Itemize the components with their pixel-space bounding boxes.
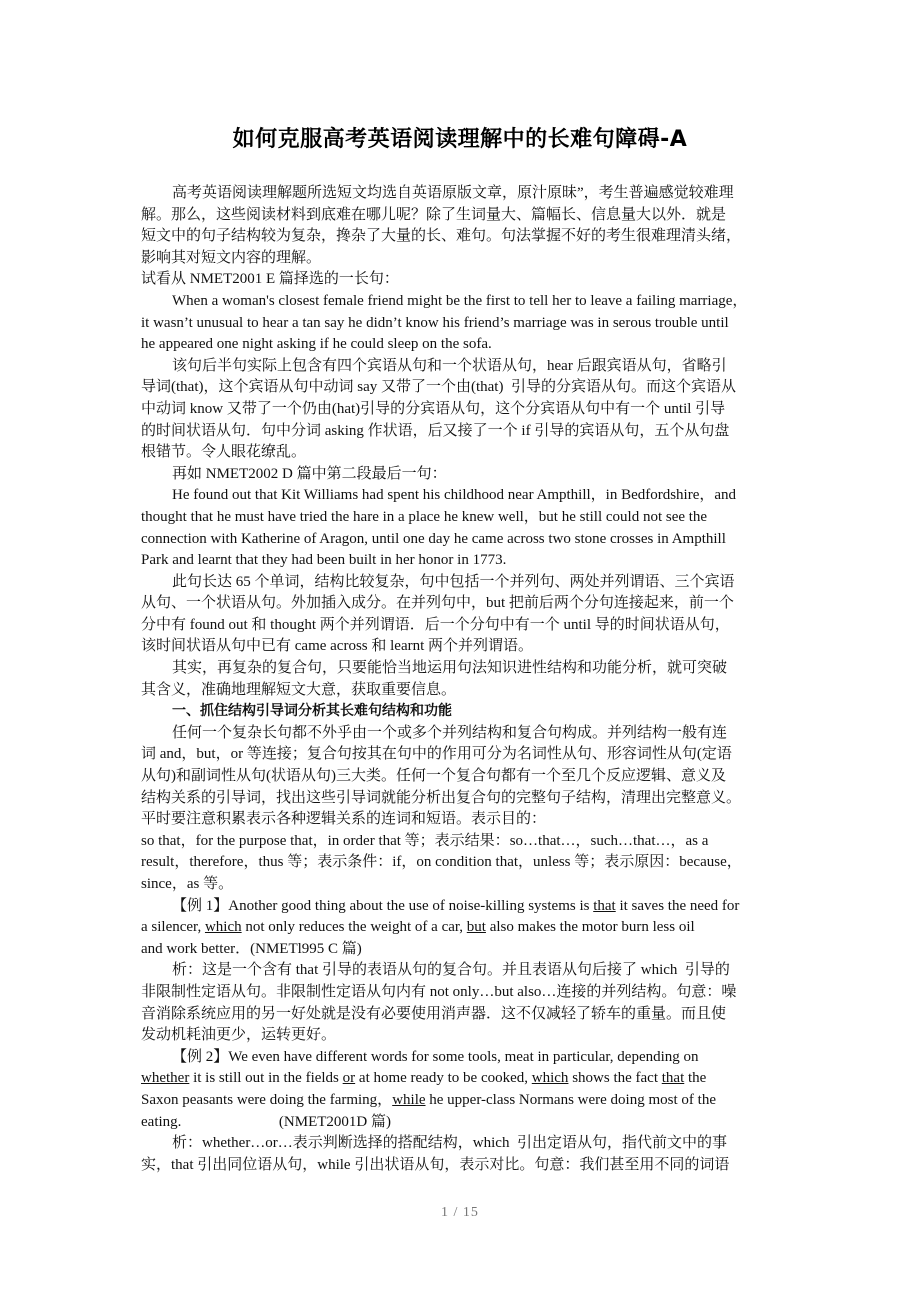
text-line <box>141 1090 786 1112</box>
text-line <box>141 356 786 378</box>
underlined-word: which <box>531 1070 569 1087</box>
text-line <box>141 205 786 227</box>
text-line <box>141 529 786 551</box>
text-segment: it saves the need for <box>615 897 740 914</box>
text-segment: 非限制性定语从句。非限制性定语从句内有 not only…but also…连接的并列结构。句意：噪 <box>141 983 737 1000</box>
text-segment: also makes the motor burn less oil <box>485 919 695 936</box>
text-segment: 实，that 引出同位语从句，while 引出状语从旬，表示对比。句意：我们甚至用不同的词语 <box>141 1156 730 1173</box>
text-line <box>141 831 786 853</box>
text-line <box>141 399 786 421</box>
text-segment: 其实，再复杂的复合句，只要能恰当地运用句法知识进性结构和功能分析，就可突破 <box>172 660 728 677</box>
text-line <box>141 766 786 788</box>
text-segment: 【例 2】We even have different words for some tools, meat in particular, depending on <box>172 1048 699 1065</box>
underlined-word: that <box>593 897 616 914</box>
underlined-word: or <box>342 1070 356 1087</box>
text-segment: 解。那么，这些阅读材料到底难在哪儿呢？除了生词量大、篇幅长、信息量大以外．就是 <box>141 206 727 223</box>
section-heading <box>141 701 786 723</box>
text-line <box>141 485 786 507</box>
document-body <box>141 183 786 1176</box>
text-line <box>141 593 786 615</box>
text-segment: so that，for the purpose that，in order that 等；表示结果：so…that…，such…that…，as a <box>141 832 709 849</box>
text-segment: 析：whether…or…表示判断选择的搭配结构，which 引出定语从句，指代前文中的事 <box>172 1135 727 1152</box>
text-line <box>141 248 786 270</box>
text-segment: Park and learnt that they had been built in her honor in 1773. <box>141 552 507 569</box>
text-segment: 一、抓住结构引导词分析其长难句结构和功能 <box>172 703 452 720</box>
text-segment: thought that he must have tried the hare in a place he knew well，but he still could not see the <box>141 508 708 525</box>
text-segment: he appeared one night asking if he could sleep on the sofa. <box>141 336 492 353</box>
text-segment: the <box>684 1070 707 1087</box>
text-segment: 高考英语阅读理解题所选短文均选自英语原版文章，原汁原昧”，考生普遍感觉较难理 <box>172 185 734 201</box>
text-line <box>141 896 786 918</box>
text-line <box>141 874 786 896</box>
text-line <box>141 982 786 1004</box>
text-segment: 【例 1】Another good thing about the use of noise-killing systems is <box>172 897 594 914</box>
text-segment: it wasn’t unusual to hear a tan say he didn’t know his friend’s marriage was in serous trouble until <box>141 314 729 331</box>
text-segment: since，as 等。 <box>141 876 234 892</box>
text-segment: 导词(that)，这个宾语从句中动词 say 又带了一个由(that) 引导的分宾语从句。而这个宾语从 <box>141 379 736 396</box>
text-segment: 根错节。令人眼花缭乱。 <box>141 444 307 461</box>
text-line <box>141 572 786 594</box>
text-line <box>141 269 786 291</box>
text-line <box>141 960 786 982</box>
text-line <box>141 313 786 335</box>
text-segment: he upper-class Normans were doing most of the <box>425 1091 716 1108</box>
text-segment: not only reduces the weight of a car, <box>241 919 467 936</box>
text-line <box>141 464 786 486</box>
text-segment: 该句后半句实际上包含有四个宾语从句和一个状语从句，hear 后跟宾语从句，省略引 <box>172 357 727 374</box>
underlined-word: which <box>204 919 242 936</box>
text-segment: it is still out in the fields <box>189 1070 343 1087</box>
text-segment: 此句长达 65 个单词，结构比较复杂，句中包括一个并列句、两处并列谓语、三个宾语 <box>172 573 735 590</box>
text-segment: 任何一个复杂长句都不外乎由一个或多个并列结构和复合句构成。并列结构一般有连 <box>172 724 728 741</box>
text-segment: 从句)和副词性从句(状语从句)三大类。任何一个复合句都有一个至几个反应逻辑、意义及 <box>141 768 726 785</box>
text-segment: 其含义，准确地理解短文大意，获取重要信息。 <box>141 681 457 698</box>
text-line <box>141 1112 786 1134</box>
text-line <box>141 1047 786 1069</box>
document-title: 如何克服高考英语阅读理解中的长难句障碍-A <box>232 127 688 152</box>
text-line <box>141 1004 786 1026</box>
text-line <box>141 183 786 205</box>
text-segment: 从句、一个状语从句。外加插入成分。在并列句中，but 把前后两个分句连接起来，前一个 <box>141 595 734 612</box>
text-segment: 中动词 know 又带了一个仍由(hat)引导的分宾语从句，这个分宾语从句中有一个 until 引导 <box>141 400 726 417</box>
text-segment: 该时间状语从句中已有 came across 和 learnt 两个并列谓语。 <box>141 638 534 655</box>
text-line <box>141 226 786 248</box>
text-segment: 析：这是一个含有 that 引导的表语从句的复合句。并且表语从句后接了 which 引导的 <box>172 962 730 979</box>
text-line <box>141 334 786 356</box>
text-segment: shows the fact <box>568 1070 662 1087</box>
text-segment: 试看从 NMET2001 E 篇择选的一长句： <box>141 271 399 288</box>
text-segment: connection with Katherine of Aragon, until one day he came across two stone crosses in Ampthill <box>141 530 726 547</box>
text-line <box>141 744 786 766</box>
text-line <box>141 615 786 637</box>
underlined-word: whether <box>141 1070 190 1087</box>
text-segment: 发动机耗油更少，运转更好。 <box>141 1027 337 1044</box>
text-line <box>141 852 786 874</box>
text-segment: 词 and，but，or 等连接；复合句按其在句中的作用可分为名词性从句、形容词性从句(定语 <box>141 746 732 763</box>
text-line <box>141 377 786 399</box>
text-line <box>141 680 786 702</box>
text-segment: 平时要注意积累表示各种逻辑关系的连词和短语。表示目的： <box>141 811 547 828</box>
text-line <box>141 1155 786 1177</box>
text-segment: 再如 NMET2002 D 篇中第二段最后一句： <box>172 465 447 482</box>
text-line <box>141 291 786 313</box>
text-line <box>141 723 786 745</box>
text-segment: 短文中的句子结构较为复杂，搀杂了大量的长、难句。句法掌握不好的考生很难理清头绪， <box>141 228 742 245</box>
text-segment: at home ready to be cooked, <box>355 1070 532 1087</box>
text-line <box>141 809 786 831</box>
text-segment: 的时间状语从句．句中分词 asking 作状语，后又接了一个 if 引导的宾语从句，五个从句盘 <box>141 422 730 439</box>
text-line <box>141 939 786 961</box>
text-segment: a silencer, <box>141 919 205 936</box>
text-line <box>141 917 786 939</box>
text-line <box>141 550 786 572</box>
text-segment: 影响其对短文内容的理解。 <box>141 249 322 266</box>
text-segment: 音消除系统应用的另一好处就是没有必要使用消声器．这不仅减轻了轿车的重量。而且使 <box>141 1005 727 1022</box>
text-line <box>141 442 786 464</box>
text-segment: eating. (NMET2001D 篇) <box>141 1113 391 1130</box>
text-line <box>141 658 786 680</box>
text-segment: result，therefore，thus 等；表示条件：if，on condition that，unless 等；表示原因：because， <box>141 854 742 871</box>
text-segment: 结构关系的引导词，找出这些引导词就能分析出复合句的完整句子结构，清理出完整意义。 <box>141 789 742 806</box>
text-line <box>141 636 786 658</box>
text-segment: He found out that Kit Williams had spent his childhood near Ampthill，in Bedfordshire，and <box>172 487 737 504</box>
text-line <box>141 507 786 529</box>
text-line <box>141 1025 786 1047</box>
underlined-word: while <box>392 1091 426 1108</box>
text-segment: and work better．(NMETl995 C 篇) <box>141 940 362 957</box>
text-line <box>141 788 786 810</box>
page-indicator: 1 / 15 <box>441 1205 479 1220</box>
underlined-word: but <box>466 919 486 936</box>
text-line <box>141 1133 786 1155</box>
underlined-word: that <box>661 1070 685 1087</box>
text-segment: Saxon peasants were doing the farming， <box>141 1091 393 1108</box>
text-segment: 分中有 found out 和 thought 两个并列谓语．后一个分句中有一个 until 导的时间状语从句， <box>141 616 730 633</box>
text-line <box>141 1068 786 1090</box>
text-line <box>141 421 786 443</box>
text-segment: When a woman's closest female friend might be the first to tell her to leave a failing marriage， <box>172 292 748 309</box>
